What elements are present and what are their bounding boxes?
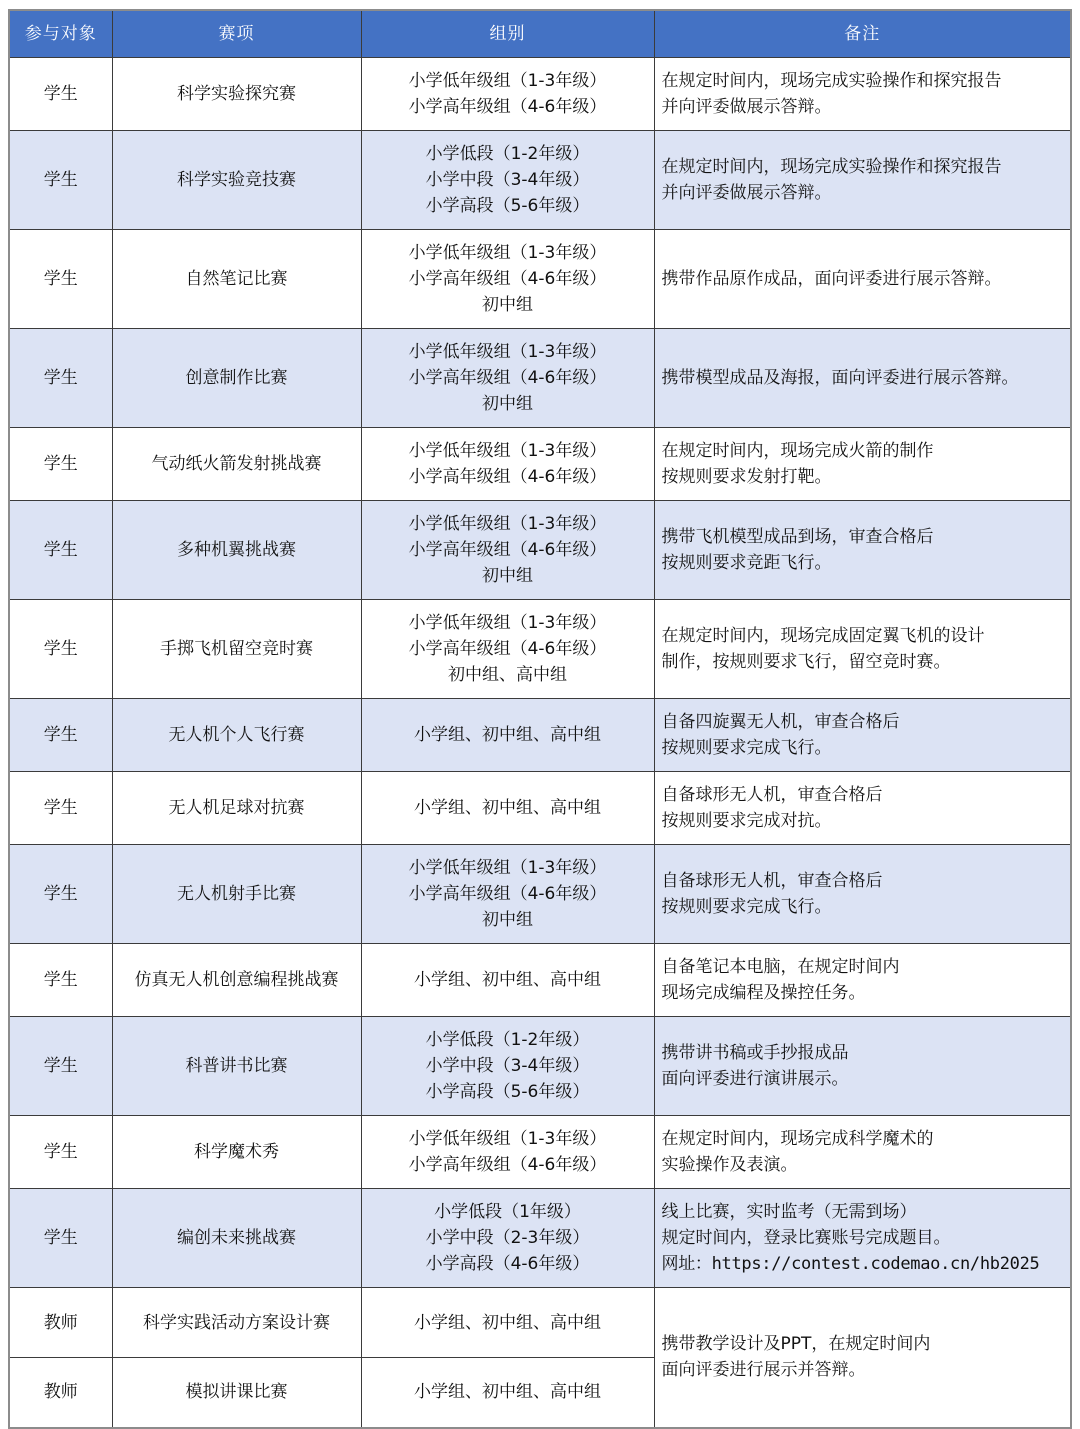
note-line: 携带教学设计及PPT，在规定时间内 — [661, 1334, 931, 1355]
group-cell — [361, 1017, 654, 1116]
table-row — [9, 1116, 1071, 1189]
note-line: 并向评委做展示答辩。 — [661, 97, 832, 117]
event-cell: 科学实验竞技赛 — [112, 131, 361, 230]
event-cell: 无人机射手比赛 — [112, 845, 361, 944]
group-line: 初中组 — [482, 295, 533, 315]
group-line: 小学高年级组（4-6年级） — [408, 368, 607, 388]
group-line: 小学组、初中组、高中组 — [414, 798, 601, 818]
event-cell: 科学魔术秀 — [112, 1116, 361, 1189]
note-line: 制作，按规则要求飞行，留空竞时赛。 — [661, 652, 951, 672]
note-line: 在规定时间内，现场完成科学魔术的 — [661, 1129, 934, 1149]
event-cell: 无人机个人飞行赛 — [112, 699, 361, 772]
group-line: 小学组、初中组、高中组 — [414, 970, 601, 990]
notes-cell — [654, 699, 1071, 772]
group-cell — [361, 772, 654, 845]
group-cell — [361, 329, 654, 428]
group-line: 小学中段（2-3年级） — [425, 1228, 590, 1248]
notes-cell — [654, 230, 1071, 329]
notes-cell — [654, 772, 1071, 845]
note-line: 面向评委进行演讲展示。 — [661, 1069, 849, 1089]
group-line: 小学低年级组（1-3年级） — [408, 243, 607, 263]
group-line: 小学低段（1-2年级） — [425, 144, 590, 164]
table-row — [9, 944, 1071, 1017]
header-row — [9, 10, 1071, 58]
note-line: 携带讲书稿或手抄报成品 — [661, 1043, 849, 1063]
participant-cell: 学生 — [9, 501, 112, 600]
note-line: 并向评委做展示答辩。 — [661, 183, 832, 203]
group-cell — [361, 501, 654, 600]
participant-cell: 教师 — [9, 1358, 112, 1428]
participant-cell: 学生 — [9, 329, 112, 428]
note-line: 面向评委进行展示并答辩。 — [661, 1360, 866, 1381]
table-row — [9, 428, 1071, 501]
notes-cell — [654, 58, 1071, 131]
table-row — [9, 600, 1071, 699]
notes-cell — [654, 1288, 1071, 1428]
group-line: 小学低年级组（1-3年级） — [408, 342, 607, 362]
group-cell — [361, 600, 654, 699]
participant-cell: 学生 — [9, 600, 112, 699]
table-row — [9, 772, 1071, 845]
note-line: 线上比赛，实时监考（无需到场） — [661, 1202, 917, 1222]
note-line: 携带飞机模型成品到场，审查合格后 — [661, 527, 934, 547]
note-line: 按规则要求完成飞行。 — [661, 897, 832, 917]
group-cell — [361, 699, 654, 772]
group-line: 小学高段（5-6年级） — [425, 196, 590, 216]
group-line: 小学低年级组（1-3年级） — [408, 441, 607, 461]
group-cell — [361, 845, 654, 944]
group-line: 初中组、高中组 — [448, 665, 567, 685]
note-line: 现场完成编程及操控任务。 — [661, 983, 866, 1003]
note-line: 在规定时间内，现场完成固定翼飞机的设计 — [661, 626, 985, 646]
note-line: 携带作品原作成品，面向评委进行展示答辩。 — [661, 269, 1002, 289]
participant-cell: 教师 — [9, 1288, 112, 1358]
group-cell — [361, 428, 654, 501]
event-cell: 手掷飞机留空竞时赛 — [112, 600, 361, 699]
group-line: 小学高年级组（4-6年级） — [408, 269, 607, 289]
column-header-group: 组别 — [361, 10, 654, 58]
notes-cell — [654, 600, 1071, 699]
note-line: 自备球形无人机，审查合格后 — [661, 785, 883, 805]
group-line: 小学低年级组（1-3年级） — [408, 1129, 607, 1149]
participant-cell: 学生 — [9, 699, 112, 772]
notes-cell — [654, 1017, 1071, 1116]
group-line: 小学低年级组（1-3年级） — [408, 71, 607, 91]
group-line: 小学高年级组（4-6年级） — [408, 884, 607, 904]
event-cell: 仿真无人机创意编程挑战赛 — [112, 944, 361, 1017]
table-row — [9, 845, 1071, 944]
participant-cell: 学生 — [9, 772, 112, 845]
group-line: 小学低段（1年级） — [434, 1202, 581, 1222]
group-line: 小学高段（5-6年级） — [425, 1082, 590, 1102]
group-line: 小学高年级组（4-6年级） — [408, 540, 607, 560]
table-row — [9, 1017, 1071, 1116]
group-line: 小学高年级组（4-6年级） — [408, 1155, 607, 1175]
group-line: 小学高年级组（4-6年级） — [408, 639, 607, 659]
table-row — [9, 1189, 1071, 1288]
table-row — [9, 131, 1071, 230]
event-cell: 无人机足球对抗赛 — [112, 772, 361, 845]
notes-cell — [654, 131, 1071, 230]
event-cell: 编创未来挑战赛 — [112, 1189, 361, 1288]
participant-cell: 学生 — [9, 230, 112, 329]
notes-cell — [654, 329, 1071, 428]
note-line: 自备笔记本电脑，在规定时间内 — [661, 957, 900, 977]
group-cell — [361, 1358, 654, 1428]
event-cell: 自然笔记比赛 — [112, 230, 361, 329]
notes-cell — [654, 944, 1071, 1017]
note-line: 自备球形无人机，审查合格后 — [661, 871, 883, 891]
note-line: 规定时间内，登录比赛账号完成题目。 — [661, 1228, 951, 1248]
note-line: 按规则要求完成飞行。 — [661, 738, 832, 758]
group-line: 小学低段（1-2年级） — [425, 1030, 590, 1050]
event-cell: 多种机翼挑战赛 — [112, 501, 361, 600]
participant-cell: 学生 — [9, 1116, 112, 1189]
group-line: 小学组、初中组、高中组 — [414, 1382, 601, 1403]
group-line: 初中组 — [482, 394, 533, 414]
notes-cell — [654, 1116, 1071, 1189]
table-row — [9, 58, 1071, 131]
participant-cell: 学生 — [9, 845, 112, 944]
competition-table — [8, 9, 1072, 1429]
group-line: 小学高段（4-6年级） — [425, 1254, 590, 1274]
group-cell — [361, 230, 654, 329]
group-line: 小学组、初中组、高中组 — [414, 1312, 601, 1333]
group-cell — [361, 1189, 654, 1288]
note-line: 自备四旋翼无人机，审查合格后 — [661, 712, 900, 732]
event-cell: 科学实践活动方案设计赛 — [112, 1288, 361, 1358]
group-line: 小学低年级组（1-3年级） — [408, 613, 607, 633]
column-header-participant: 参与对象 — [9, 10, 112, 58]
table-body — [9, 58, 1071, 1428]
note-line: 按规则要求完成对抗。 — [661, 811, 832, 831]
event-cell: 科普讲书比赛 — [112, 1017, 361, 1116]
group-cell — [361, 131, 654, 230]
group-line: 小学高年级组（4-6年级） — [408, 467, 607, 487]
group-line: 初中组 — [482, 566, 533, 586]
group-cell — [361, 58, 654, 131]
column-header-event: 赛项 — [112, 10, 361, 58]
participant-cell: 学生 — [9, 131, 112, 230]
note-line: 按规则要求竞距飞行。 — [661, 553, 832, 573]
event-cell: 科学实验探究赛 — [112, 58, 361, 131]
notes-cell — [654, 845, 1071, 944]
group-cell — [361, 1288, 654, 1358]
group-line: 小学低年级组（1-3年级） — [408, 858, 607, 878]
group-line: 小学中段（3-4年级） — [425, 1056, 590, 1076]
note-line: 在规定时间内，现场完成实验操作和探究报告 — [661, 71, 1002, 91]
table-row — [9, 230, 1071, 329]
group-cell — [361, 944, 654, 1017]
event-cell: 模拟讲课比赛 — [112, 1358, 361, 1428]
table-row — [9, 329, 1071, 428]
group-line: 小学低年级组（1-3年级） — [408, 514, 607, 534]
note-line: 在规定时间内，现场完成火箭的制作 — [661, 441, 934, 461]
notes-cell — [654, 501, 1071, 600]
group-line: 初中组 — [482, 910, 533, 930]
participant-cell: 学生 — [9, 1189, 112, 1288]
participant-cell: 学生 — [9, 944, 112, 1017]
note-line: 携带模型成品及海报，面向评委进行展示答辩。 — [661, 368, 1019, 388]
participant-cell: 学生 — [9, 58, 112, 131]
contest-url: 网址：https://contest.codemao.cn/hb2025 — [661, 1254, 1040, 1274]
participant-cell: 学生 — [9, 428, 112, 501]
group-cell — [361, 1116, 654, 1189]
event-cell: 创意制作比赛 — [112, 329, 361, 428]
participant-cell: 学生 — [9, 1017, 112, 1116]
table-row — [9, 1288, 1071, 1358]
group-line: 小学中段（3-4年级） — [425, 170, 590, 190]
notes-cell — [654, 428, 1071, 501]
group-line: 小学组、初中组、高中组 — [414, 725, 601, 745]
note-line: 按规则要求发射打靶。 — [661, 467, 832, 487]
table-row — [9, 501, 1071, 600]
note-line: 实验操作及表演。 — [661, 1155, 798, 1175]
column-header-notes: 备注 — [654, 10, 1071, 58]
notes-cell — [654, 1189, 1071, 1288]
event-cell: 气动纸火箭发射挑战赛 — [112, 428, 361, 501]
group-line: 小学高年级组（4-6年级） — [408, 97, 607, 117]
table-row — [9, 699, 1071, 772]
note-line: 在规定时间内，现场完成实验操作和探究报告 — [661, 157, 1002, 177]
